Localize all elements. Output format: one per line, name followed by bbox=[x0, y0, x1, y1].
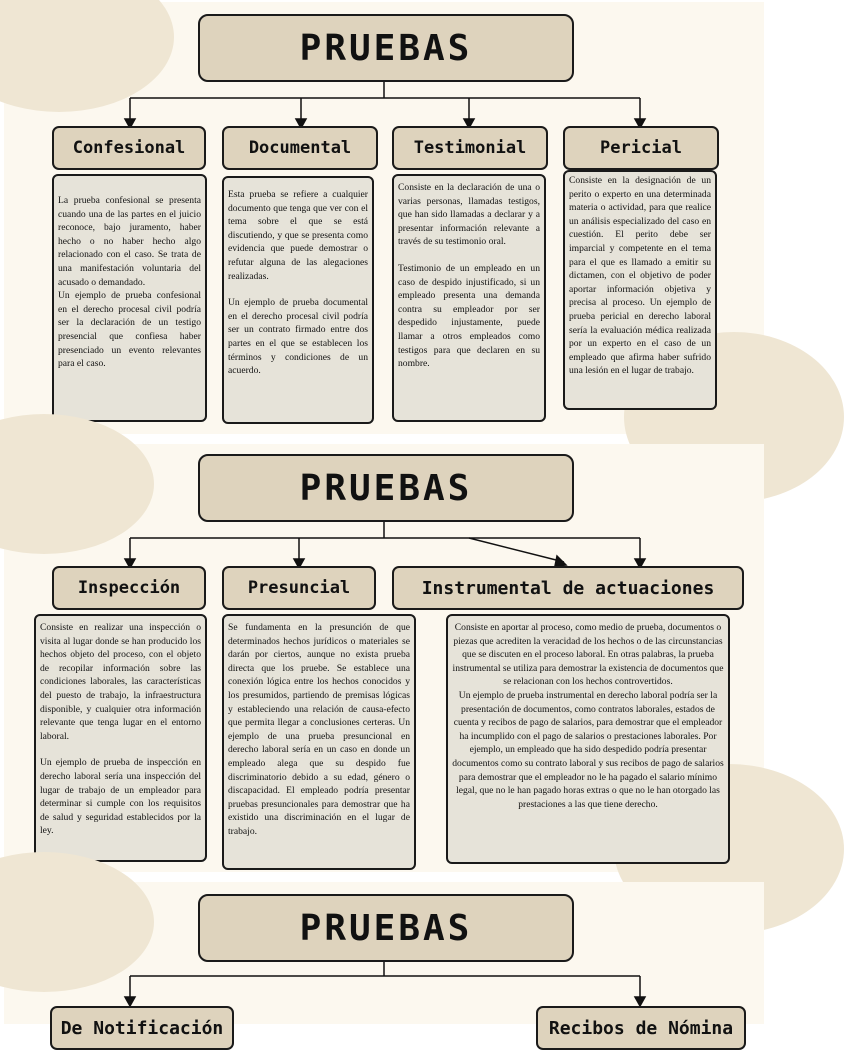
card-text: Esta prueba se refiere a cualquier documento que tenga que ver con el tema sobre el que se está discutiendo, y que se presenta como evidencia que puede demostrar o refutar alguna de las alegaciones realizadas. bbox=[228, 189, 368, 282]
card-pericial bbox=[563, 170, 717, 410]
card-documental bbox=[222, 176, 374, 424]
slide-2 bbox=[4, 444, 764, 872]
card-text: Consiste en aportar al proceso, como medio de prueba, documentos o piezas que acrediten la veracidad de los hechos o de las circunstancias que se discuten en el proceso laboral. En otras palabras, la prueba instrumental se utiliza para demostrar la existencia de documentos que se relacionan con los hechos controvertidos. bbox=[452, 622, 724, 688]
header-inspeccion: Inspección bbox=[52, 566, 206, 610]
card-testimonial bbox=[392, 174, 546, 422]
card-text: Consiste en la designación de un perito o experto en una determinada materia o actividad, para que realice un análisis especializado del caso en cuestión. El perito debe ser imparcial y competente en el tema para el que es llamado a emitir su dictamen, con el objetivo de poder aportar información objetiva y precisa al proceso. Un ejemplo de prueba pericial en derecho laboral sería la evaluación médica realizada por un experto en el caso de un empleado que afirma haber sufrido una lesión en el lugar de trabajo. bbox=[569, 175, 711, 377]
header-recibos-nomina: Recibos de Nómina bbox=[536, 1006, 746, 1050]
card-text: Un ejemplo de prueba instrumental en derecho laboral podría ser la presentación de documentos, como contratos laborales, estados de cuenta y recibos de pago de salarios, para demostrar que el empleador ha incumplido con el pago de salarios o prestaciones laborales. Por ejemplo, un empleado que ha sido despedido podría presentar documentos como su contrato laboral y sus recibos de pago de salarios para demostrar que el empleador no le ha pagado el salario mínimo legal, que no le han pagado horas extras o que no le han otorgado las prestaciones a las que tiene derecho. bbox=[452, 689, 724, 810]
card-text: Testimonio de un empleado en un caso de despido injustificado, si un empleado presenta una demanda contra su empleador por ser despedido injustamente, puede llamar a otros empleados como testigos para que declaren en su nombre. bbox=[398, 262, 540, 370]
card-text: Un ejemplo de prueba confesional en el derecho procesal civil podría ser la declaración de un testigo presencial que confiesa haber presenciado un evento relevantes para el caso. bbox=[58, 290, 201, 370]
card-confesional bbox=[52, 174, 207, 422]
header-confesional: Confesional bbox=[52, 126, 206, 170]
header-pericial: Pericial bbox=[563, 126, 719, 170]
header-notificacion: De Notificación bbox=[50, 1006, 234, 1050]
slide-1 bbox=[4, 2, 764, 434]
header-instrumental: Instrumental de actuaciones bbox=[392, 566, 744, 610]
header-presuncial: Presuncial bbox=[222, 566, 376, 610]
card-text: Consiste en realizar una inspección o visita al lugar donde se han producido los hechos objeto del proceso, con el objeto de recopilar información sobre las condiciones laborales, las características del puesto de trabajo, la infraestructura disponible, y cualquier otra información relevante que tenga lugar en el entorno laboral. bbox=[40, 622, 201, 742]
card-inspeccion bbox=[34, 614, 207, 862]
page-title: PRUEBAS bbox=[198, 14, 574, 82]
card-text: Se fundamenta en la presunción de que determinados hechos jurídicos o materiales se darán por ciertos, aunque no exista prueba directa que los pruebe. Se establece una conexión lógica entre los hechos conocidos y los presumidos, partiendo de premisas lógicas y estableciendo una relación de causa-efecto que permita llegar a conclusiones certeras. Un ejemplo de una prueba presuncional en derecho laboral sería en un caso en donde un empleado alega que su despido fue discriminatorio debido a su edad, género o discapacidad. El empleado podría presentar pruebas presuncionales para demostrar que ha existido una discriminación en el lugar de trabajo. bbox=[228, 622, 410, 837]
page-title: PRUEBAS bbox=[198, 894, 574, 962]
card-presuncial bbox=[222, 614, 416, 870]
card-text: La prueba confesional se presenta cuando una de las partes en el juicio reconoce, bajo juramento, haber hecho o no haber hecho algo relacionado con el caso. Se trata de una manifestación voluntaria del acusado o demandado. bbox=[58, 195, 201, 288]
card-text: Un ejemplo de prueba de inspección en derecho laboral sería una inspección del lugar de trabajo de un empleador para determinar si cumple con los requisitos de salud y seguridad establecidos por la ley. bbox=[40, 757, 201, 837]
card-text: Consiste en la declaración de una o varias personas, llamadas testigos, que han sido llamadas a declarar y a presentar información relevante a través de su testimonio oral. bbox=[398, 182, 540, 248]
header-documental: Documental bbox=[222, 126, 378, 170]
slide-3 bbox=[4, 882, 764, 1039]
card-instrumental bbox=[446, 614, 730, 864]
page-title: PRUEBAS bbox=[198, 454, 574, 522]
header-testimonial: Testimonial bbox=[392, 126, 548, 170]
card-text: Un ejemplo de prueba documental en el derecho procesal civil podría ser un contrato firmado entre dos partes en el que se establecen los términos y condiciones de un acuerdo. bbox=[228, 297, 368, 377]
